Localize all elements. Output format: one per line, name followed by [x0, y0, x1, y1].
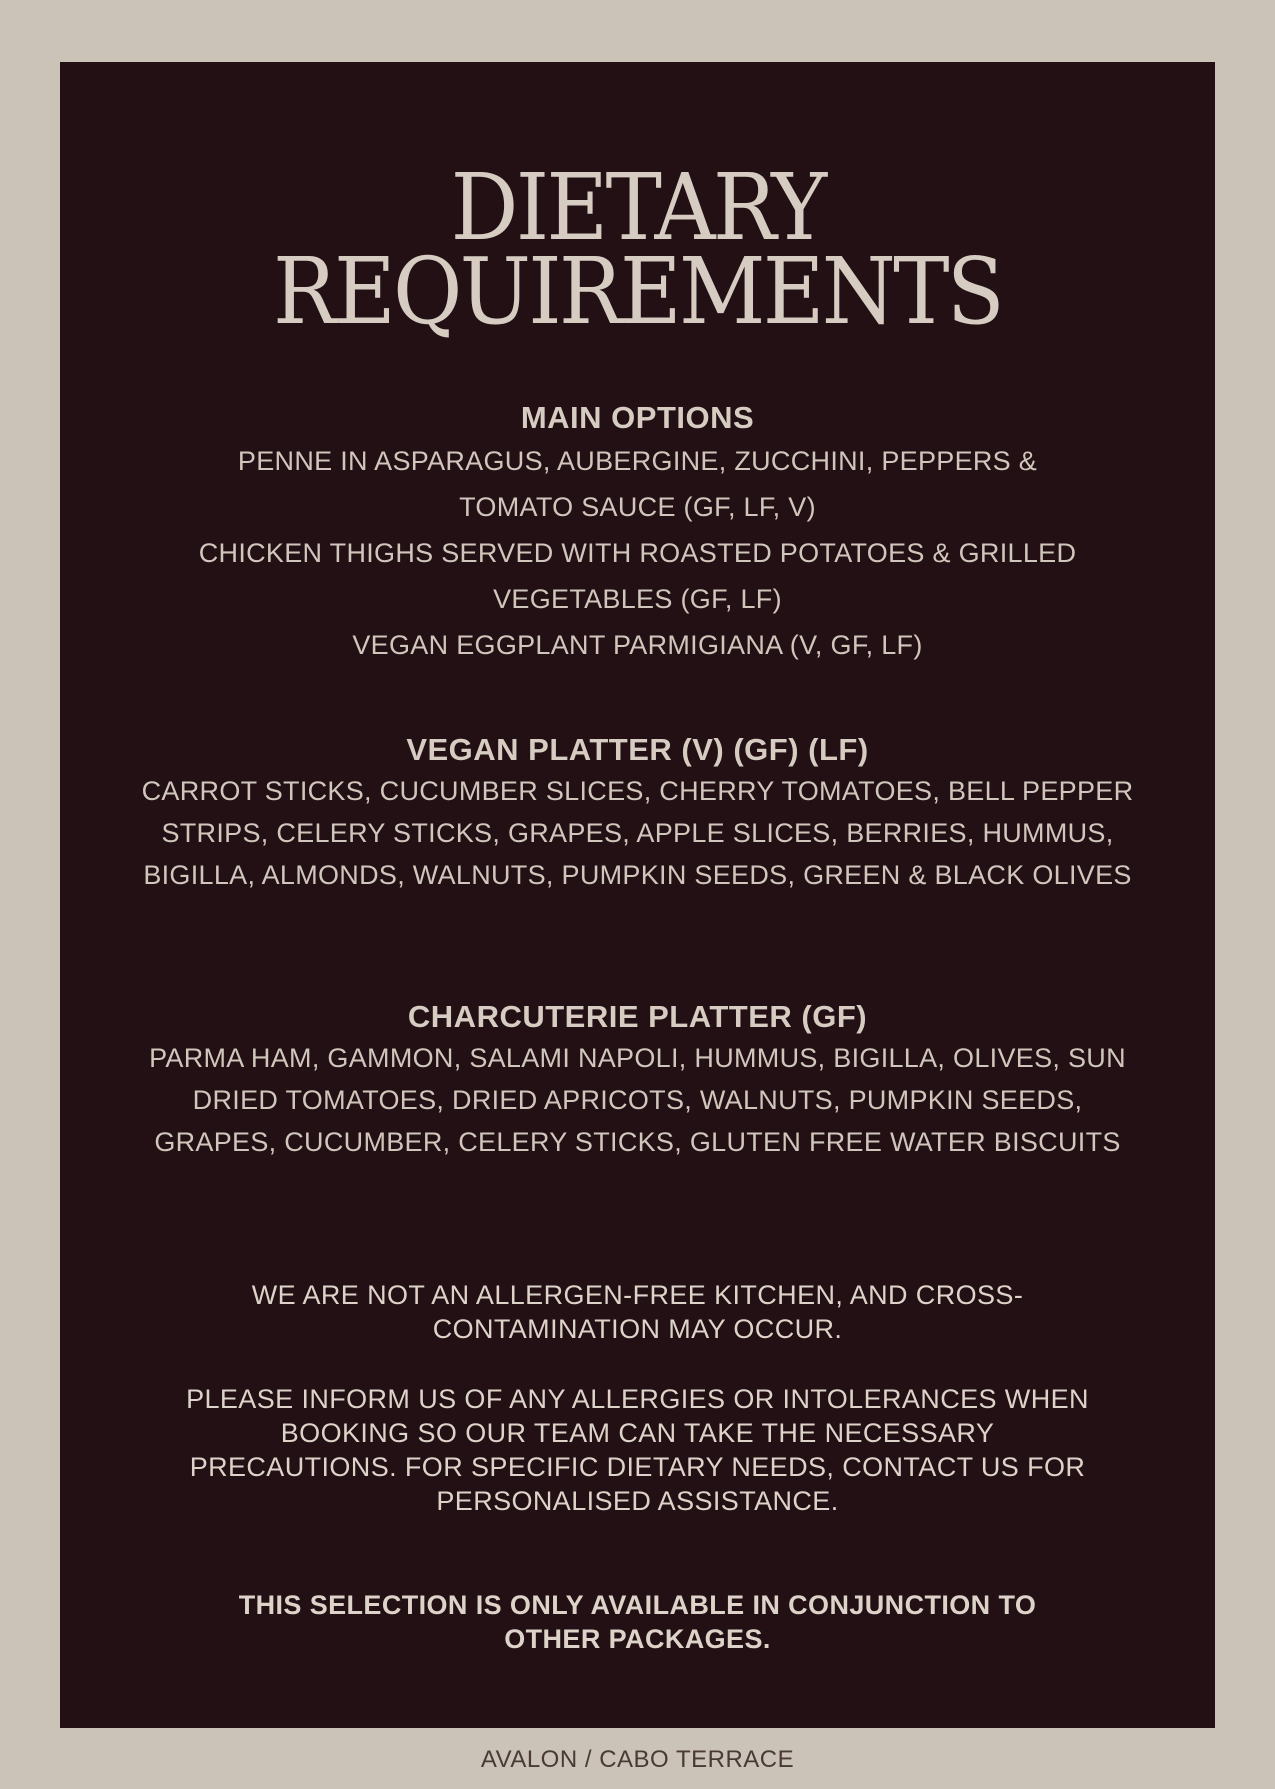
- availability-notice: THIS SELECTION IS ONLY AVAILABLE IN CONJUNCTION TO OTHER PACKAGES.: [238, 1590, 1037, 1654]
- vegan-platter-description: CARROT STICKS, CUCUMBER SLICES, CHERRY TOMATOES, BELL PEPPER STRIPS, CELERY STICKS, GRAPES, APPLE SLICES, BERRIES, HUMMUS, BIGILLA, ALMONDS, WALNUTS, PUMPKIN SEEDS, GREEN & BLACK OLIVES: [141, 776, 1134, 890]
- charcuterie-platter-section: [140, 999, 1135, 1163]
- vegan-platter-heading: VEGAN PLATTER (V) (GF) (LF): [406, 732, 869, 767]
- allergen-notice: WE ARE NOT AN ALLERGEN-FREE KITCHEN, AND CROSS-CONTAMINATION MAY OCCUR.: [251, 1280, 1024, 1344]
- charcuterie-platter-heading: CHARCUTERIE PLATTER (GF): [407, 999, 868, 1034]
- main-option-item: CHICKEN THIGHS SERVED WITH ROASTED POTATOES & GRILLED VEGETABLES (GF, LF): [198, 538, 1077, 614]
- vegan-platter-section: [140, 732, 1135, 896]
- page-title: [60, 154, 1215, 345]
- title-line-1: DIETARY: [450, 154, 825, 261]
- main-options-section: [140, 400, 1135, 668]
- venue-footer: AVALON / CABO TERRACE: [480, 1746, 795, 1773]
- charcuterie-platter-description: PARMA HAM, GAMMON, SALAMI NAPOLI, HUMMUS, BIGILLA, OLIVES, SUN DRIED TOMATOES, DRIED APRICOTS, WALNUTS, PUMPKIN SEEDS, GRAPES, CUCUMBER, CELERY STICKS, GLUTEN FREE WATER BISCUITS: [149, 1043, 1126, 1157]
- menu-panel: [60, 62, 1215, 1728]
- title-line-2: REQUIREMENTS: [272, 238, 1003, 345]
- inform-notice: PLEASE INFORM US OF ANY ALLERGIES OR INTOLERANCES WHEN BOOKING SO OUR TEAM CAN TAKE THE NECESSARY PRECAUTIONS. FOR SPECIFIC DIETARY NEEDS, CONTACT US FOR PERSONALISED ASSISTANCE.: [186, 1384, 1089, 1516]
- main-options-heading: MAIN OPTIONS: [520, 400, 755, 435]
- main-option-item: VEGAN EGGPLANT PARMIGIANA (V, GF, LF): [352, 630, 923, 660]
- main-option-item: PENNE IN ASPARAGUS, AUBERGINE, ZUCCHINI, PEPPERS & TOMATO SAUCE (GF, LF, V): [237, 446, 1038, 522]
